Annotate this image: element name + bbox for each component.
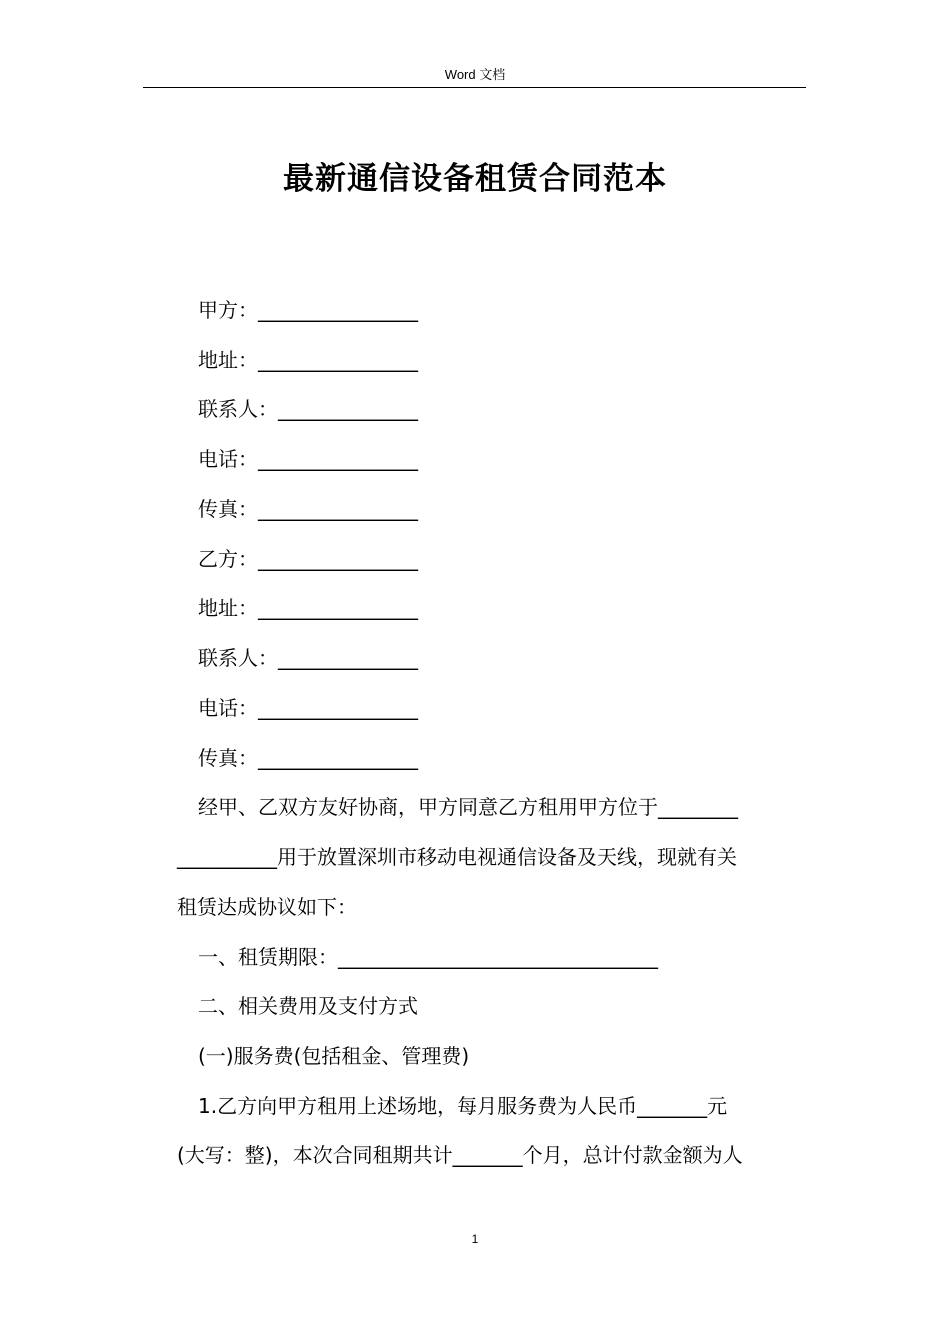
- service-fee-subheading: (一)服务费(包括租金、管理费): [198, 1044, 470, 1068]
- page-number: 1: [471, 1232, 479, 1246]
- party-a-phone-field: 电话：________________: [198, 447, 418, 471]
- service-fee-clause-line-1: 1.乙方向甲方租用上述场地，每月服务费为人民币_______元: [198, 1094, 728, 1118]
- agreement-paragraph-line-2: __________用于放置深圳市移动电视通信设备及天线，现就有关: [177, 845, 737, 869]
- lease-term-heading: 一、租赁期限：________________________________: [198, 945, 658, 969]
- party-b-contact-field: 联系人：______________: [198, 646, 418, 670]
- document-title: 最新通信设备租赁合同范本: [283, 161, 667, 197]
- party-b-fax-field: 传真：________________: [198, 746, 418, 770]
- page-header: Word 文档: [444, 67, 506, 82]
- party-b-phone-field: 电话：________________: [198, 696, 418, 720]
- header-rule: [143, 87, 806, 88]
- party-b-field: 乙方：________________: [198, 547, 418, 571]
- agreement-paragraph-line-3: 租赁达成协议如下：: [177, 895, 357, 919]
- party-b-address-field: 地址：________________: [198, 596, 418, 620]
- party-a-address-field: 地址：________________: [198, 348, 418, 372]
- fees-heading: 二、相关费用及支付方式: [198, 994, 418, 1018]
- party-a-field: 甲方：________________: [198, 298, 418, 322]
- service-fee-clause-line-2: (大写：整)，本次合同租期共计_______个月，总计付款金额为人: [177, 1143, 743, 1167]
- party-a-contact-field: 联系人：______________: [198, 397, 418, 421]
- party-a-fax-field: 传真：________________: [198, 497, 418, 521]
- agreement-paragraph-line-1: 经甲、乙双方友好协商，甲方同意乙方租用甲方位于________: [198, 795, 738, 819]
